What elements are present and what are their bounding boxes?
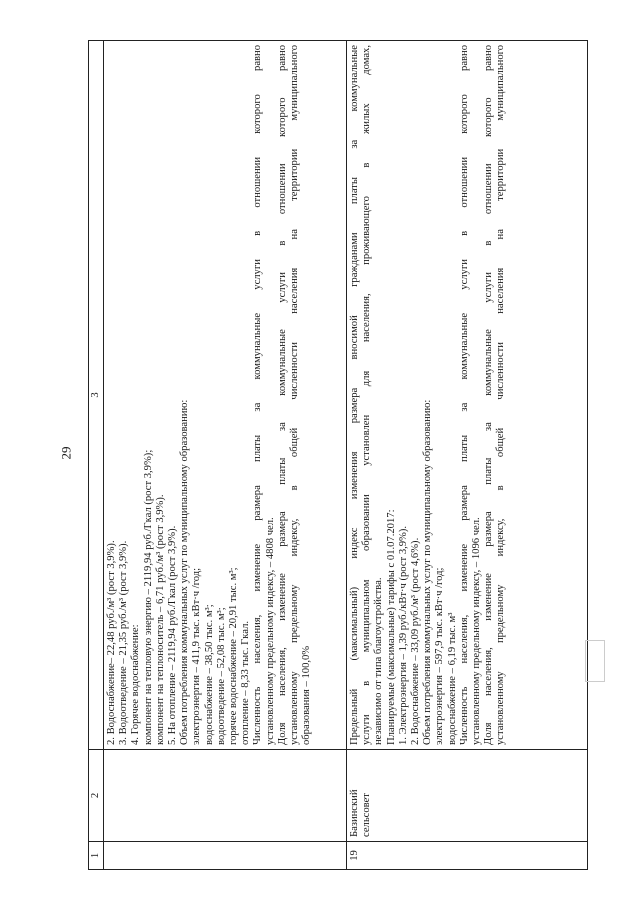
description-line: 5. На отопление – 2119,94 руб./Гкал (рост 3,9%). (167, 525, 179, 745)
description-lines (106, 45, 313, 745)
description-line: Доля населения, изменение размера платы за коммунальные услуги в отношении которого равно (276, 45, 288, 745)
stamp-mark (585, 640, 605, 682)
table-row (347, 41, 588, 870)
description-line: водоснабжение – 38,50 тыс. м³; (203, 604, 215, 745)
header-col-2: 2 (89, 750, 104, 842)
description-lines (349, 45, 508, 745)
description-line: Численность населения, изменение размера платы за коммунальные услуги в отношении которого равно (458, 45, 470, 745)
description-line: 2. Водоснабжение– 22,48 руб./м³ (рост 3,9%). (106, 540, 117, 745)
description-line: Численность населения, изменение размера платы за коммунальные услуги в отношении которого равно (252, 45, 264, 745)
description-line: горячее водоснабжение – 20,91 тыс. м³; (228, 567, 240, 745)
header-row (89, 41, 104, 870)
description-line: установленному предельному индексу, в общей численности населения на территории муниципального (495, 45, 507, 745)
row-number: 19 (347, 842, 588, 870)
table-row (104, 41, 347, 870)
description-line: водоотведение – 52,08 тыс. м³; (215, 607, 227, 745)
description-line: Предельный (максимальный) индекс изменения размера вносимой гражданами платы за коммунальные (349, 45, 360, 745)
description-line: Объем потребления коммунальных услуг по муниципальному образованию: (179, 399, 191, 745)
description-line: электроэнергия – 597,9 тыс. кВт·ч /год; (434, 567, 446, 745)
description-line: отопление – 8,33 тыс. Гкал. (240, 620, 252, 745)
description-line: 4. Горячее водоснабжение: (130, 624, 142, 745)
row-description (104, 41, 347, 750)
page-number: 29 (58, 446, 74, 460)
description-line: 3. Водоотведение – 21,35 руб./м³ (рост 3,9%). (118, 540, 130, 745)
description-line: компонент на теплоноситель – 6,71 руб./м³ (рост 3,9%). (154, 494, 166, 745)
description-line: установленному предельному индексу, – 1096 чел. (471, 517, 483, 745)
row-municipality (104, 750, 347, 842)
description-line: образования – 100,0% (301, 645, 313, 745)
description-line: Объем потребления коммунальных услуг по муниципальному образованию: (422, 399, 434, 745)
description-line: установленному предельному индексу, – 4808 чел. (264, 517, 276, 745)
description-line: Планируемые (максимальные) тарифы с 01.07.2017: (385, 509, 397, 745)
description-line: услуги в муниципальном образовании установлен для населения, проживающего в жилых домах, (361, 45, 373, 745)
header-col-3: 3 (89, 41, 104, 750)
description-line: независимо от типа благоустройства. (373, 577, 385, 745)
description-line: 1. Электроэнергия – 1,39 руб./кВт·ч (рост 3,9%). (397, 525, 409, 745)
row-description (347, 41, 588, 750)
row-municipality: Базинский сельсовет (347, 750, 588, 842)
rotated-table-container (88, 40, 588, 870)
row-number (104, 842, 347, 870)
description-line: водоснабжение – 6,19 тыс. м³ (446, 612, 458, 745)
tariff-table (88, 40, 588, 870)
description-line: Доля населения, изменение размера платы за коммунальные услуги в отношении которого равно (483, 45, 495, 745)
description-line: компонент на тепловую энергию – 2119,94 руб./Гкал (рост 3,9%); (142, 449, 154, 745)
description-line: электроэнергия – 411,9 тыс. кВт·ч /год; (191, 567, 203, 745)
description-line: 2. Водоснабжение – 33,09 руб./м³ (рост 4,6%). (410, 537, 422, 745)
description-line: установленному предельному индексу, в общей численности населения на территории муниципального (289, 45, 301, 745)
header-col-1: 1 (89, 842, 104, 870)
